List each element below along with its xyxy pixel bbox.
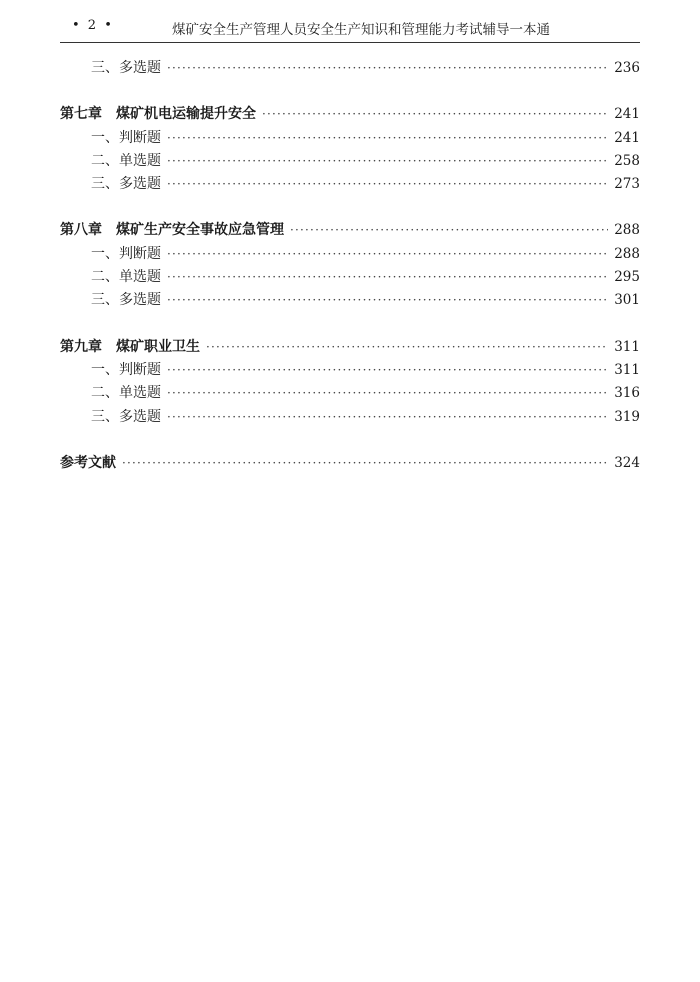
chapter-number: 第九章 <box>60 338 102 355</box>
toc-page-number: 241 <box>614 106 640 123</box>
chapter-title: 煤矿机电运输提升安全 <box>116 106 256 123</box>
toc-chapter[interactable] <box>60 219 640 242</box>
toc-chapter[interactable] <box>60 336 640 359</box>
running-title: 煤矿安全生产管理人员安全生产知识和管理能力考试辅导一本通 <box>172 22 550 38</box>
toc-entry[interactable] <box>60 173 640 196</box>
toc-page-number: 241 <box>614 129 640 146</box>
toc-page-number: 288 <box>614 245 640 262</box>
dot-leader <box>167 363 608 377</box>
toc-entry-label: 一、判断题 <box>91 129 161 146</box>
dot-leader <box>167 247 608 261</box>
toc-chapter-label <box>60 336 200 356</box>
toc-page-number: 311 <box>614 361 640 378</box>
toc-entry-label: 二、单选题 <box>91 152 161 169</box>
dot-leader <box>167 61 608 75</box>
table-of-contents <box>60 57 640 475</box>
dot-leader <box>167 386 608 400</box>
toc-entry[interactable] <box>60 127 640 150</box>
dot-leader <box>167 177 608 191</box>
toc-page-number: 301 <box>614 292 640 309</box>
toc-page-number: 316 <box>614 385 640 402</box>
toc-entry-label: 二、单选题 <box>91 385 161 402</box>
toc-references[interactable] <box>60 452 640 475</box>
toc-entry-label: 一、判断题 <box>91 361 161 378</box>
toc-entry-label: 一、判断题 <box>91 245 161 262</box>
dot-leader <box>122 456 608 470</box>
toc-entry-label: 三、多选题 <box>91 292 161 309</box>
toc-entry[interactable] <box>60 359 640 382</box>
dot-leader <box>290 223 608 237</box>
toc-entry[interactable] <box>60 406 640 429</box>
toc-entry-label: 三、多选题 <box>91 60 161 76</box>
toc-entry-label: 三、多选题 <box>91 176 161 193</box>
toc-page-number: 319 <box>614 408 640 425</box>
running-header <box>60 14 640 43</box>
toc-entry[interactable] <box>60 382 640 405</box>
toc-entry[interactable] <box>60 150 640 173</box>
toc-entry[interactable] <box>60 57 640 80</box>
toc-entry[interactable] <box>60 266 640 289</box>
toc-entry[interactable] <box>60 243 640 266</box>
dot-leader <box>167 154 608 168</box>
toc-page-number: 324 <box>614 454 640 471</box>
dot-leader <box>206 340 608 354</box>
chapter-title: 煤矿生产安全事故应急管理 <box>116 222 284 239</box>
references-label: 参考文献 <box>60 454 116 471</box>
dot-leader <box>167 410 608 424</box>
toc-page-number: 236 <box>614 60 640 76</box>
toc-chapter-label <box>60 219 284 239</box>
toc-entry-label: 二、单选题 <box>91 269 161 286</box>
toc-page-number: 295 <box>614 269 640 286</box>
toc-page-number: 258 <box>614 152 640 169</box>
page-number: • 2 • <box>72 18 114 33</box>
dot-leader <box>262 107 608 121</box>
toc-page-number: 273 <box>614 176 640 193</box>
toc-entry-label: 三、多选题 <box>91 408 161 425</box>
chapter-number: 第七章 <box>60 106 102 123</box>
chapter-number: 第八章 <box>60 222 102 239</box>
dot-leader <box>167 131 608 145</box>
toc-chapter[interactable] <box>60 103 640 126</box>
toc-entry[interactable] <box>60 289 640 312</box>
toc-page-number: 288 <box>614 222 640 239</box>
toc-chapter-label <box>60 103 256 123</box>
chapter-title: 煤矿职业卫生 <box>116 338 200 355</box>
dot-leader <box>167 293 608 307</box>
toc-page-number: 311 <box>614 338 640 355</box>
dot-leader <box>167 270 608 284</box>
